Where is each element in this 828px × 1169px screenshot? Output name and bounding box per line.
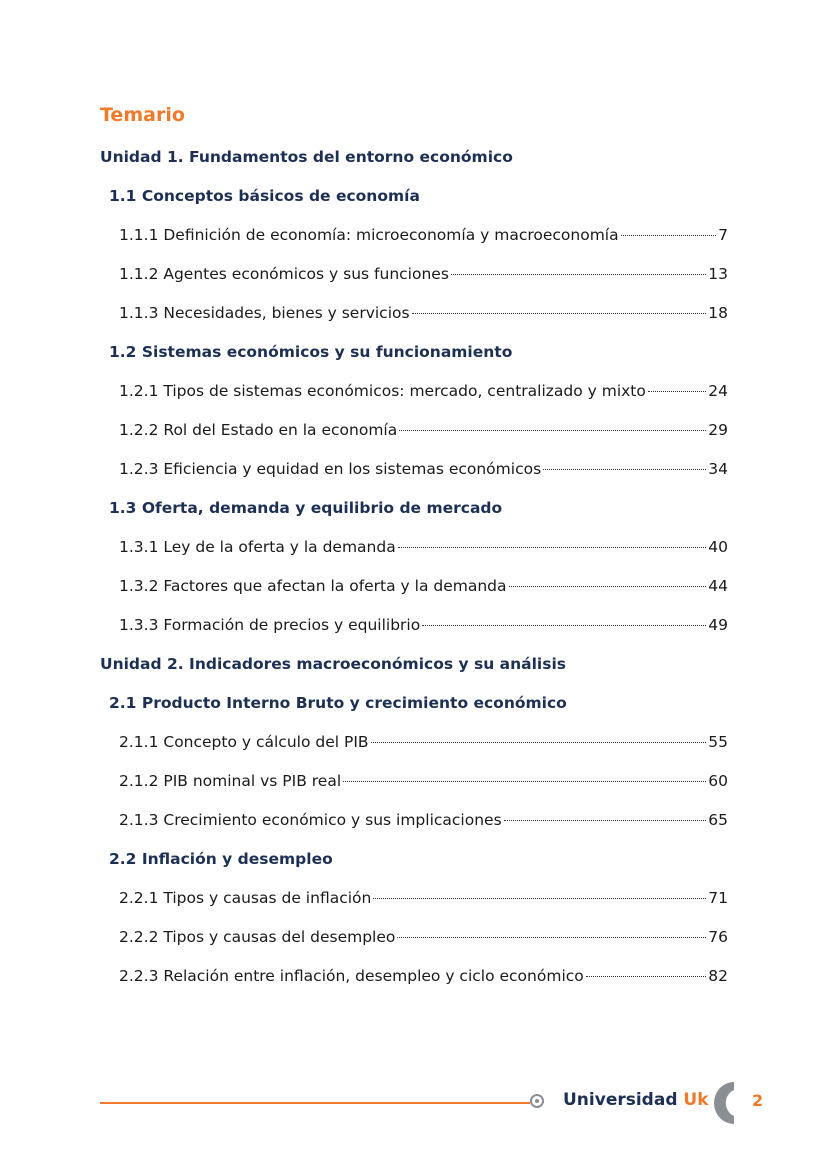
toc-entry-label: 1.1.2 Agentes económicos y sus funciones xyxy=(119,265,449,283)
toc-entry-label: 2.2.3 Relación entre inflación, desempleo y ciclo económico xyxy=(119,967,584,985)
toc-entry-label: 2.1.3 Crecimiento económico y sus implicaciones xyxy=(119,811,502,829)
dot-leader xyxy=(509,585,707,587)
toc-entry[interactable] xyxy=(100,762,728,801)
toc-entry-page: 71 xyxy=(708,889,728,907)
toc-entry-page: 34 xyxy=(708,460,728,478)
toc-entry-label: 2.2.1 Tipos y causas de inflación xyxy=(119,889,372,907)
toc-entry-label: 2.1.1 Concepto y cálculo del PIB xyxy=(119,733,369,751)
toc-unit[interactable]: Unidad 2. Indicadores macroeconómicos y su análisis xyxy=(100,655,566,673)
toc-entry[interactable] xyxy=(100,879,728,918)
page-title: Temario xyxy=(100,104,185,126)
toc-entry[interactable] xyxy=(100,723,728,762)
toc-entry-label: 2.2.2 Tipos y causas del desempleo xyxy=(119,928,396,946)
dot-leader xyxy=(397,936,706,938)
toc-entry-page: 65 xyxy=(708,811,728,829)
toc-entry[interactable] xyxy=(100,450,728,489)
brand-logo-text xyxy=(563,1090,709,1110)
toc-entry[interactable] xyxy=(100,918,728,957)
toc-entry-label: 1.1.3 Necesidades, bienes y servicios xyxy=(119,304,410,322)
brand-arc-icon xyxy=(708,1080,748,1126)
table-of-contents xyxy=(100,138,728,996)
toc-entry[interactable] xyxy=(100,957,728,996)
dot-leader xyxy=(371,741,707,743)
toc-entry-page: 7 xyxy=(718,226,728,244)
ring-icon xyxy=(530,1094,544,1108)
toc-entry[interactable] xyxy=(100,255,728,294)
toc-entry[interactable] xyxy=(100,801,728,840)
toc-section[interactable]: 1.3 Oferta, demanda y equilibrio de mercado xyxy=(109,499,503,517)
toc-entry-label: 1.3.2 Factores que afectan la oferta y la demanda xyxy=(119,577,507,595)
toc-entry[interactable] xyxy=(100,216,728,255)
dot-leader xyxy=(543,468,706,470)
dot-leader xyxy=(373,897,706,899)
brand-accent: Uk xyxy=(683,1090,709,1110)
toc-section[interactable]: 2.2 Inflación y desempleo xyxy=(109,850,333,868)
footer-divider xyxy=(100,1102,530,1104)
toc-entry-page: 24 xyxy=(708,382,728,400)
dot-leader xyxy=(451,273,706,275)
toc-entry-page: 49 xyxy=(708,616,728,634)
toc-entry-page: 55 xyxy=(708,733,728,751)
dot-leader xyxy=(412,312,707,314)
toc-entry[interactable] xyxy=(100,372,728,411)
toc-unit[interactable]: Unidad 1. Fundamentos del entorno económico xyxy=(100,148,513,166)
page-number: 2 xyxy=(752,1091,764,1110)
toc-entry-page: 40 xyxy=(708,538,728,556)
toc-entry-page: 18 xyxy=(708,304,728,322)
toc-entry[interactable] xyxy=(100,411,728,450)
toc-entry-label: 1.3.1 Ley de la oferta y la demanda xyxy=(119,538,396,556)
toc-entry-label: 1.1.1 Definición de economía: microeconomía y macroeconomía xyxy=(119,226,619,244)
dot-leader xyxy=(621,234,717,236)
toc-entry-page: 29 xyxy=(708,421,728,439)
toc-entry[interactable] xyxy=(100,294,728,333)
toc-section[interactable]: 1.2 Sistemas económicos y su funcionamiento xyxy=(109,343,513,361)
toc-entry-page: 13 xyxy=(708,265,728,283)
toc-entry-label: 1.2.1 Tipos de sistemas económicos: mercado, centralizado y mixto xyxy=(119,382,646,400)
toc-entry-label: 2.1.2 PIB nominal vs PIB real xyxy=(119,772,342,790)
toc-section[interactable]: 1.1 Conceptos básicos de economía xyxy=(109,187,420,205)
dot-leader xyxy=(399,429,706,431)
toc-entry-page: 76 xyxy=(708,928,728,946)
toc-entry-page: 44 xyxy=(708,577,728,595)
toc-entry[interactable] xyxy=(100,528,728,567)
toc-entry-page: 60 xyxy=(708,772,728,790)
dot-leader xyxy=(343,780,706,782)
dot-leader xyxy=(504,819,707,821)
toc-section[interactable]: 2.1 Producto Interno Bruto y crecimiento económico xyxy=(109,694,567,712)
dot-leader xyxy=(586,975,707,977)
toc-entry-label: 1.2.2 Rol del Estado en la economía xyxy=(119,421,398,439)
toc-entry[interactable] xyxy=(100,606,728,645)
dot-leader xyxy=(422,624,706,626)
toc-entry-label: 1.2.3 Eficiencia y equidad en los sistemas económicos xyxy=(119,460,542,478)
toc-entry-label: 1.3.3 Formación de precios y equilibrio xyxy=(119,616,421,634)
brand-main: Universidad xyxy=(563,1090,678,1110)
dot-leader xyxy=(648,390,706,392)
dot-leader xyxy=(398,546,707,548)
toc-entry-page: 82 xyxy=(708,967,728,985)
toc-entry[interactable] xyxy=(100,567,728,606)
